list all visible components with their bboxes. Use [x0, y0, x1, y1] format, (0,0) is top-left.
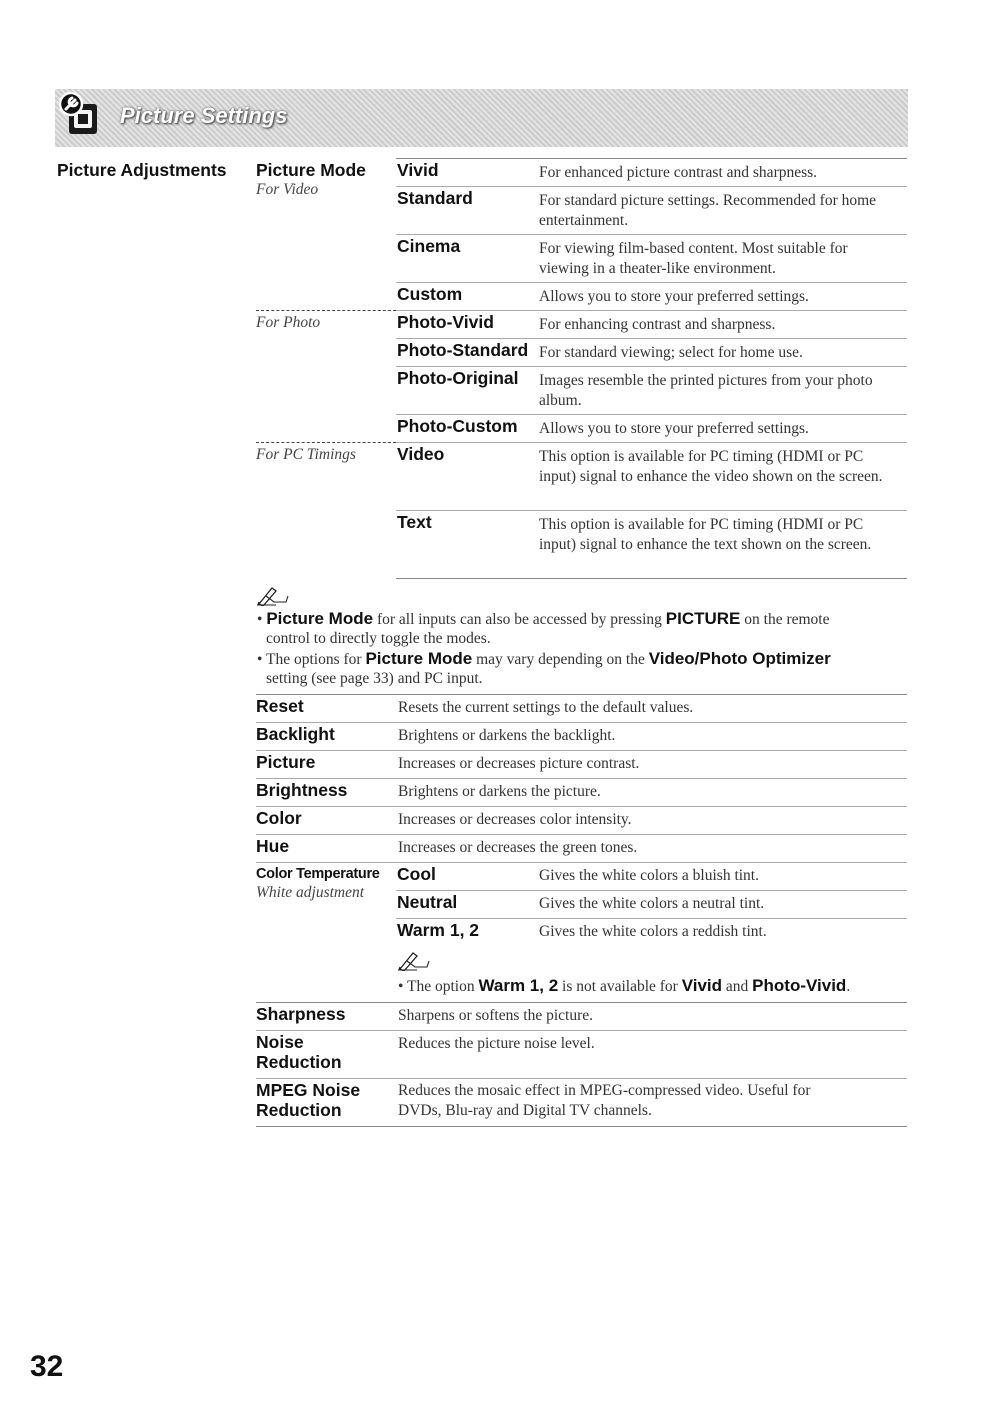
note-line: • The option Warm 1, 2 is not available for Vivid and Photo-Vivid. [398, 976, 851, 995]
page-title: Picture Settings [120, 103, 288, 128]
setting-name: Noise [256, 1032, 304, 1052]
mode-option-name: Photo-Standard [397, 340, 529, 360]
row-divider [396, 310, 907, 311]
note-line: • The options for Picture Mode may vary depending on the Video/Photo Optimizer [257, 649, 831, 668]
setting-desc: Sharpens or softens the picture. [398, 1007, 593, 1024]
group-label-video: For Video [256, 181, 319, 198]
setting-name: MPEG Noise [256, 1080, 361, 1100]
mode-option-name: Vivid [397, 160, 439, 180]
row-divider [256, 1030, 907, 1031]
setting-desc: Reduces the picture noise level. [398, 1035, 595, 1052]
row-divider [256, 722, 907, 723]
group-divider [256, 442, 396, 443]
color-temp-sub: White adjustment [256, 884, 365, 901]
setting-name: Reduction [256, 1100, 342, 1120]
row-divider [396, 186, 907, 187]
setting-desc: Increases or decreases picture contrast. [398, 755, 640, 772]
setting-name: Hue [256, 836, 290, 856]
mode-option-desc: Allows you to store your preferred settings. [539, 288, 809, 305]
mode-option-desc: Images resemble the printed pictures from your photo album. [539, 372, 873, 409]
mode-option-desc: For standard viewing; select for home use. [539, 344, 803, 361]
row-divider [396, 578, 907, 579]
mode-option-desc: For viewing film-based content. Most suitable for viewing in a theater-like environment. [539, 240, 848, 277]
setting-desc: Brightens or darkens the backlight. [398, 727, 616, 744]
row-divider [396, 442, 907, 443]
mode-option-name: Standard [397, 188, 473, 208]
row-divider [396, 338, 907, 339]
row-divider [256, 806, 907, 807]
settings-menu-icon [57, 90, 119, 140]
setting-desc: DVDs, Blu-ray and Digital TV channels. [398, 1102, 652, 1119]
setting-desc: Brightens or darkens the picture. [398, 783, 601, 800]
note-line: control to directly toggle the modes. [266, 630, 491, 647]
mode-option-name: Photo-Original [397, 368, 519, 388]
setting-name: Color [256, 808, 302, 828]
note-pencil-icon [397, 949, 431, 976]
setting-name: Backlight [256, 724, 335, 744]
picture-mode-label: Picture Mode [256, 160, 366, 180]
section-label: Picture Adjustments [57, 160, 227, 180]
mode-option-name: Photo-Vivid [397, 312, 494, 332]
page-number: 32 [30, 1350, 64, 1383]
row-divider [256, 834, 907, 835]
row-divider [396, 890, 907, 891]
row-divider [396, 414, 907, 415]
mode-option-name: Cinema [397, 236, 461, 256]
setting-desc: Increases or decreases the green tones. [398, 839, 638, 856]
row-divider [256, 1002, 907, 1003]
mode-option-desc: This option is available for PC timing (HDMI or PC input) signal to enhance the video shown on the screen. [539, 448, 883, 485]
color-temp-desc: Gives the white colors a neutral tint. [539, 895, 765, 912]
color-temp-desc: Gives the white colors a reddish tint. [539, 923, 767, 940]
setting-name: Reset [256, 696, 304, 716]
setting-desc: Reduces the mosaic effect in MPEG-compressed video. Useful for [398, 1082, 811, 1099]
mode-option-name: Video [397, 444, 445, 464]
note-line: setting (see page 33) and PC input. [266, 670, 483, 687]
row-divider [256, 1126, 907, 1127]
color-temp-option: Neutral [397, 892, 458, 912]
row-divider [396, 234, 907, 235]
group-label-pc: For PC Timings [256, 446, 356, 463]
setting-name: Brightness [256, 780, 348, 800]
group-divider [256, 310, 396, 311]
row-divider [396, 282, 907, 283]
color-temp-label: Color Temperature [256, 866, 380, 882]
setting-name: Reduction [256, 1052, 342, 1072]
setting-name: Picture [256, 752, 316, 772]
row-divider [396, 366, 907, 367]
mode-option-desc: For enhanced picture contrast and sharpness. [539, 164, 818, 181]
color-temp-option: Cool [397, 864, 436, 884]
row-divider [396, 158, 907, 159]
row-divider [256, 694, 907, 695]
row-divider [256, 778, 907, 779]
mode-option-name: Custom [397, 284, 463, 304]
setting-desc: Increases or decreases color intensity. [398, 811, 632, 828]
group-label-photo: For Photo [256, 314, 321, 331]
row-divider [396, 510, 907, 511]
setting-name: Sharpness [256, 1004, 346, 1024]
row-divider [396, 918, 907, 919]
mode-option-desc: For standard picture settings. Recommended for home entertainment. [539, 192, 877, 229]
note-line: • Picture Mode for all inputs can also be accessed by pressing PICTURE on the remote [257, 609, 830, 628]
mode-option-name: Text [397, 512, 432, 532]
note-pencil-icon [256, 584, 290, 611]
row-divider [256, 862, 907, 863]
mode-option-desc: This option is available for PC timing (HDMI or PC input) signal to enhance the text shown on the screen. [539, 516, 872, 553]
mode-option-desc: For enhancing contrast and sharpness. [539, 316, 776, 333]
row-divider [256, 750, 907, 751]
mode-option-desc: Allows you to store your preferred settings. [539, 420, 809, 437]
color-temp-desc: Gives the white colors a bluish tint. [539, 867, 759, 884]
color-temp-option: Warm 1, 2 [397, 920, 480, 940]
row-divider [256, 1078, 907, 1079]
setting-desc: Resets the current settings to the default values. [398, 699, 694, 716]
mode-option-name: Photo-Custom [397, 416, 518, 436]
